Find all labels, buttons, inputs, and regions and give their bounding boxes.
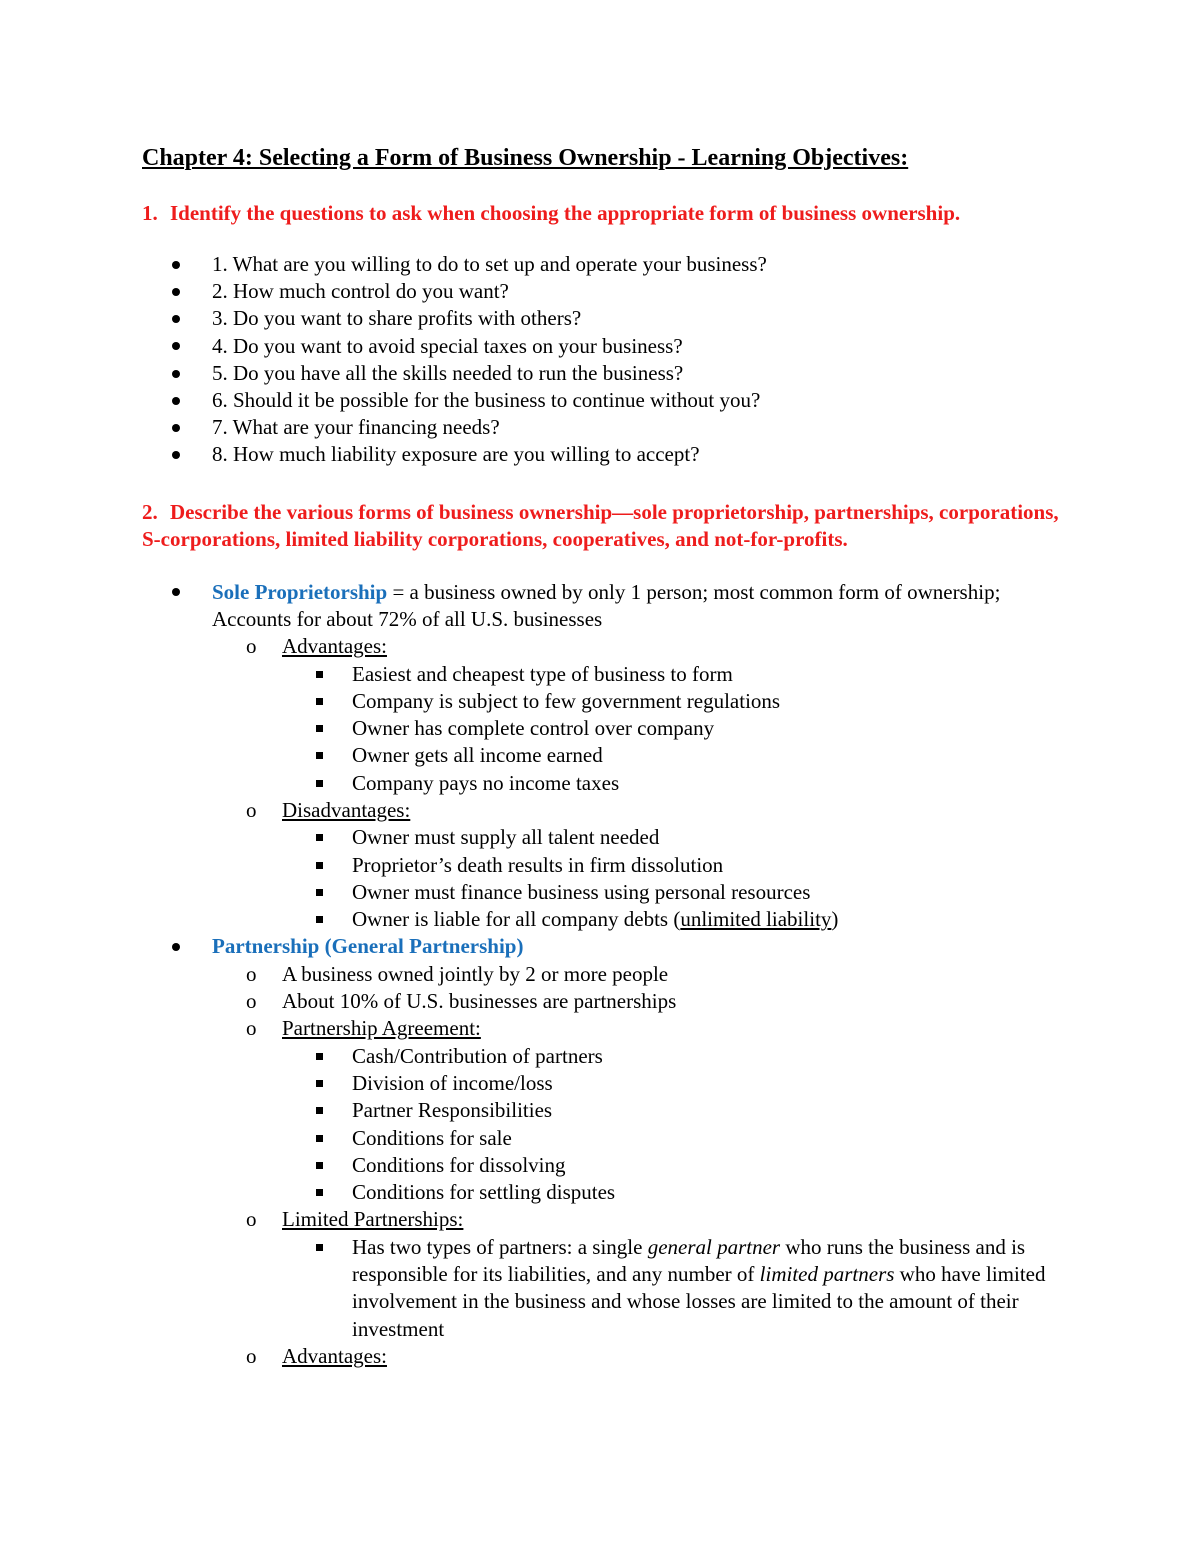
square-bullet-icon [316,725,323,732]
disadvantages-label: Disadvantages: [282,798,411,822]
advantage-text: Company is subject to few government regulations [352,688,781,713]
disadvantage-text: Owner must finance business using personal resources [352,879,811,904]
limited-partners-term: limited partners [759,1262,895,1287]
bullet-icon [172,397,180,405]
list-item [282,1125,1062,1152]
partnership-sublist [212,961,1062,1370]
circle-bullet-icon: o [246,1016,257,1041]
forms-list [142,579,1062,1371]
advantages-item [212,633,1062,797]
list-item [142,414,1062,441]
objective-2-text: Describe the various forms of business ownership—sole proprietorship, partnerships, corporations, S-corporations, limited liability corporations, cooperatives, and not-for-profits. [142,499,1059,551]
general-partner-term: general partner [647,1234,781,1259]
list-item [282,715,1062,742]
partnership-advantages-label: Advantages: [282,1343,387,1368]
circle-bullet-icon: o [246,634,257,659]
square-bullet-icon [316,1244,323,1251]
list-item [142,278,1062,305]
list-item [282,852,1062,879]
bullet-icon [172,451,180,459]
bullet-icon [172,288,180,296]
partnership-advantages-item [212,1343,1062,1370]
unlimited-liability-term: unlimited liability [680,907,832,932]
sole-sublist [212,633,1062,933]
list-item [282,879,1062,906]
limited-text-c: who have limited involvement in the business and whose losses are limited to the amount of their investment [352,1262,1046,1341]
square-bullet-icon [316,834,323,841]
disadvantage-text: Owner must supply all talent needed [352,825,660,850]
disadvantage-text: Proprietor’s death results in firm dissolution [352,852,724,877]
agreement-list [282,1043,1062,1207]
list-item [282,1070,1062,1097]
objective-1-number: 1. [142,201,158,225]
question-text: 6. Should it be possible for the business to continue without you? [212,388,761,413]
advantage-text: Company pays no income taxes [352,770,620,795]
advantage-text: Owner gets all income earned [352,743,603,768]
square-bullet-icon [316,671,323,678]
liability-text-post: ) [831,907,839,932]
square-bullet-icon [316,1053,323,1060]
bullet-icon [172,342,180,350]
list-item [142,441,1062,468]
limited-text-a: Has two types of partners: a single [352,1234,648,1259]
list-item [282,1179,1062,1206]
agreement-text: Conditions for dissolving [352,1152,566,1177]
advantages-label: Advantages: [282,634,387,659]
square-bullet-icon [316,1080,323,1087]
partnership-agreement-label: Partnership Agreement: [282,1016,481,1041]
list-item [282,770,1062,797]
question-text: 2. How much control do you want? [212,279,509,304]
list-item [282,1234,1062,1343]
liability-text-pre: Owner is liable for all company debts ( [352,907,681,932]
list-item [282,1043,1062,1070]
square-bullet-icon [316,752,323,759]
sole-proprietorship-term: Sole Proprietorship [212,579,388,604]
question-text: 7. What are your financing needs? [212,415,500,440]
question-text: 1. What are you willing to do to set up and operate your business? [212,252,767,276]
square-bullet-icon [316,1135,323,1142]
list-item [142,333,1062,360]
bullet-icon [172,588,180,596]
partnership-point: A business owned jointly by 2 or more people [282,961,669,986]
square-bullet-icon [316,698,323,705]
disadvantages-list [282,824,1062,933]
bullet-icon [172,315,180,323]
objective-1-heading [142,200,1062,227]
advantage-text: Owner has complete control over company [352,716,715,741]
agreement-text: Partner Responsibilities [352,1098,553,1123]
list-item [282,1152,1062,1179]
bullet-icon [172,424,180,432]
circle-bullet-icon: o [246,961,257,986]
bullet-icon [172,370,180,378]
question-text: 3. Do you want to share profits with others? [212,306,582,331]
agreement-text: Conditions for settling disputes [352,1180,616,1205]
list-item [282,824,1062,851]
square-bullet-icon [316,889,323,896]
partnership-item [142,933,1062,1370]
list-item [142,305,1062,332]
limited-partnerships-list [282,1234,1062,1343]
questions-list [142,251,1062,469]
partnership-point: About 10% of U.S. businesses are partnerships [282,989,677,1014]
list-item [142,360,1062,387]
document-content [142,142,1062,1370]
circle-bullet-icon: o [246,1343,257,1368]
list-item [282,742,1062,769]
circle-bullet-icon: o [246,798,257,822]
square-bullet-icon [316,1162,323,1169]
sole-proprietorship-item [142,579,1062,934]
objective-1-text: Identify the questions to ask when choosing the appropriate form of business ownership. [170,201,961,225]
partnership-term: Partnership (General Partnership) [212,934,524,959]
sole-proprietorship-definition: = a business owned by only 1 person; most common form of ownership; Accounts for about 72% of all U.S. businesses [212,579,1001,631]
agreement-text: Conditions for sale [352,1125,512,1150]
disadvantages-item [212,797,1062,933]
bullet-icon [172,261,180,269]
square-bullet-icon [316,916,323,923]
objective-2-number: 2. [142,499,158,524]
circle-bullet-icon: o [246,989,257,1014]
bullet-icon [172,943,180,951]
question-text: 4. Do you want to avoid special taxes on your business? [212,333,683,358]
list-item [282,688,1062,715]
list-item [282,906,1062,933]
list-item [212,961,1062,988]
square-bullet-icon [316,1189,323,1196]
objective-2-heading [142,499,1062,553]
limited-partnerships-label: Limited Partnerships: [282,1207,464,1232]
advantage-text: Easiest and cheapest type of business to form [352,661,733,686]
square-bullet-icon [316,1107,323,1114]
square-bullet-icon [316,862,323,869]
limited-text-b: who runs the business and is responsible for its liabilities, and any number of [352,1234,1026,1287]
square-bullet-icon [316,780,323,787]
question-text: 5. Do you have all the skills needed to run the business? [212,360,684,385]
limited-partnerships-item [212,1206,1062,1342]
list-item [142,251,1062,278]
page-title: Chapter 4: Selecting a Form of Business Ownership - Learning Objectives: [142,145,909,171]
list-item [282,661,1062,688]
question-text: 8. How much liability exposure are you willing to accept? [212,442,700,467]
agreement-text: Cash/Contribution of partners [352,1043,603,1068]
list-item [142,387,1062,414]
list-item [282,1097,1062,1124]
list-item [212,988,1062,1015]
circle-bullet-icon: o [246,1207,257,1232]
advantages-list [282,661,1062,797]
agreement-text: Division of income/loss [352,1070,553,1095]
partnership-agreement-item [212,1015,1062,1206]
